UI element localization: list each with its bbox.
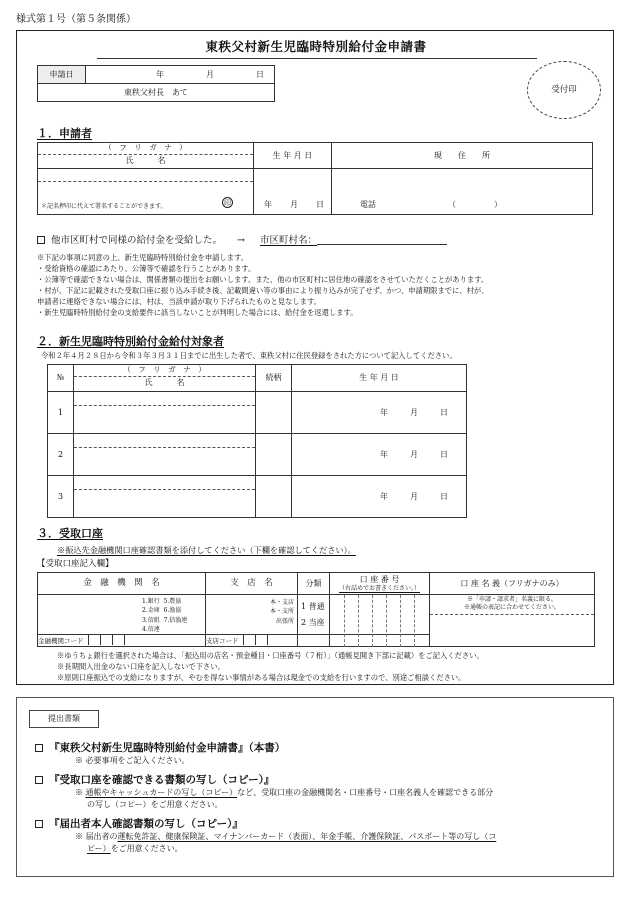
application-date-table (37, 65, 275, 102)
title-underline (97, 58, 537, 59)
table-row: 1 年 月 日 (48, 392, 467, 434)
section3-heading: ３．受取口座 (37, 527, 103, 540)
reception-stamp-area: 受付印 (527, 61, 601, 119)
bank-type-list: 1.銀行 5.農協 2.金庫 6.漁協 3.信組 7.信漁連 4.信連 (142, 598, 188, 633)
account-footer-notes: ※ゆうちょ銀行を選択された場合は、「振込用の店名・預金種目・口座番号（７桁）」（通帳見開き下部に記載）をご記入ください。 ※長期間入出金のない口座を記入しないで下さい。 ※原則口座振込での支給になりますが、やむを得ない事情がある場合は現金での支給を行いますので、別途ご相談ください。 (57, 651, 484, 682)
account-number-field[interactable] (330, 595, 430, 635)
required-documents-box (16, 697, 614, 877)
applicant-name-field[interactable] (38, 169, 254, 215)
name-header: 氏 名 (125, 156, 166, 165)
addressee: 東秩父村長 あて (38, 84, 275, 102)
address-header: 現 住 所 (332, 143, 593, 169)
beneficiary-relation-field[interactable] (256, 476, 292, 518)
section2-heading: ２．新生児臨時特別給付金給付対象者 (37, 335, 224, 348)
bank-name-field[interactable] (38, 595, 206, 635)
branch-code-field[interactable]: 支店コード (206, 635, 298, 647)
branch-type-list: 本・支店 本・支所 出張所 (269, 599, 294, 625)
document-checkbox[interactable] (35, 776, 43, 784)
beneficiary-name-field[interactable] (74, 476, 256, 518)
applicant-dob-field[interactable]: 年 月 日 (254, 169, 332, 215)
branch-name-field[interactable] (206, 595, 298, 635)
col-type: 分類 (298, 573, 330, 595)
section1-heading: １．申請者 (37, 127, 92, 140)
beneficiary-name-field[interactable] (74, 392, 256, 434)
beneficiary-dob-field[interactable]: 年 月 日 (292, 434, 467, 476)
application-date-label: 申請日 (38, 66, 86, 84)
account-box-label: 【受取口座記入欄】 (37, 559, 114, 569)
applicant-address-field[interactable]: 電話 （ ） (332, 169, 593, 215)
holder-notes: ※「申請・請求者」名義に限る。 ※通帳の表記に合わせてください。 (430, 595, 594, 615)
document-item: 『受取口座を確認できる書類の写し（コピー）』 ※ 通帳やキャッシュカードの写し（コピー）など、受取口座の金融機関名・口座番号・口座名義人を確認できる部分 の写し（コピー）をご用意ください。 (35, 774, 605, 810)
account-table (37, 572, 595, 647)
other-benefit-text: 他市区町村で同様の給付金を受給した。 (51, 235, 223, 246)
form-title: 東秩父村新生児臨時特別給付金申請書 (205, 39, 427, 54)
col-branch: 支 店 名 (206, 573, 298, 595)
account-holder-field[interactable] (430, 595, 595, 647)
section2-intro: 令和２年４月２８日から令和３年３月３１日までに出生した者で、東秩父村に住民登録をされた方について記入してください。 (41, 351, 457, 360)
beneficiary-name-field[interactable] (74, 434, 256, 476)
dob-header: 生 年 月 日 (254, 143, 332, 169)
other-benefit-checkbox[interactable] (37, 236, 45, 244)
beneficiary-table (47, 364, 467, 518)
sign-note: ＊記名押印に代えて署名することができます。 (41, 202, 167, 210)
beneficiary-relation-field[interactable] (256, 392, 292, 434)
document-item: 『東秩父村新生児臨時特別給付金申請書』（本書） ※ 必要事項をご記入ください。 (35, 742, 285, 767)
bank-code-field[interactable]: 金融機関コード (38, 635, 206, 647)
beneficiary-relation-field[interactable] (256, 434, 292, 476)
document-item: 『届出者本人確認書類の写し（コピー）』 ※ 届出者の運転免許証、健康保険証、マイナンバーカード（表面）、年金手帳、介護保険証、パスポート等の写し（コ ピー）をご用意ください。 (35, 818, 605, 854)
seal-mark: 印 (224, 199, 231, 207)
application-date-field[interactable]: 年 月 日 (86, 66, 275, 84)
document-checkbox[interactable] (35, 820, 43, 828)
beneficiary-dob-field[interactable]: 年 月 日 (292, 476, 467, 518)
col-relation: 続柄 (256, 365, 292, 392)
table-row: 3 年 月 日 (48, 476, 467, 518)
arrow-icon: → (237, 235, 246, 246)
col-holder: 口 座 名 義（フリガナのみ） (430, 573, 595, 595)
furigana-header: （ フ リ ガ ナ ） (38, 143, 253, 155)
city-label: 市区町村名： (260, 235, 318, 246)
consent-notes: ※下記の事項に同意の上、新生児臨時特別給付金を申請します。 ・受給資格の確認にあたり、公簿等で確認を行うことがあります。 ・公簿等で確認できない場合は、関係書類の提出をお願いします。また、他の市区町村に居住地の確認をさせていただくことがあります。 ・村が、下記に記載された受取口座に振り込み手続き後、記載間違い等の事由により振り込みが完了せず、かつ、申請期限までに、村が、 申請者に連絡できない場合には、村は、当該申請が取り下げられたものと見なします。 ・新生児臨時特別給付金の支給要件に該当しないことが判明した場合には、給付金を返還します。 (37, 253, 489, 317)
form-id: 様式第１号（第５条関係） (16, 14, 136, 25)
application-form (16, 30, 614, 685)
col-no: № (48, 365, 74, 392)
applicant-name-header (38, 143, 254, 169)
other-benefit-row (37, 235, 447, 247)
account-type-field[interactable]: 1 普通 2 当座 (298, 595, 330, 635)
phone-label: 電話 (360, 200, 376, 209)
documents-tag: 提出書類 (29, 710, 99, 728)
col-account: 口 座 番 号 （右詰めでお書きください。） (330, 573, 430, 595)
attach-note: ※振込先金融機関口座確認書類を添付してください（下欄を確認してください）。 (57, 545, 356, 555)
document-checkbox[interactable] (35, 744, 43, 752)
beneficiary-dob-field[interactable]: 年 月 日 (292, 392, 467, 434)
col-bank: 金 融 機 関 名 (38, 573, 206, 595)
col-name: （ フ リ ガ ナ ） 氏 名 (74, 365, 256, 392)
table-row: 2 年 月 日 (48, 434, 467, 476)
city-input-line[interactable] (317, 235, 447, 245)
col-dob: 生 年 月 日 (292, 365, 467, 392)
applicant-table (37, 142, 593, 215)
